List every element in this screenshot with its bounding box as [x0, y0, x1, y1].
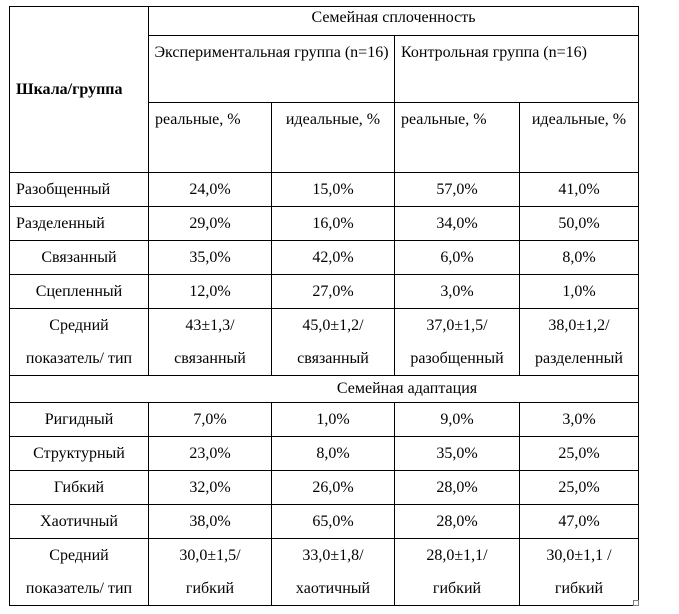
- table-row: [10, 241, 639, 275]
- col-exp-real: реальные, %: [149, 103, 272, 173]
- row-label-line: Средний: [49, 547, 109, 564]
- cell-exp-real: 23,0%: [149, 437, 272, 471]
- row-label: Сцепленный: [10, 275, 149, 309]
- col-ctrl-ideal: идеальные, %: [520, 103, 639, 173]
- cell-ctrl-real: 35,0%: [395, 437, 520, 471]
- cell-ctrl-ideal: 47,0%: [520, 505, 639, 539]
- cell-ctrl-ideal: 25,0%: [520, 471, 639, 505]
- row-label: [10, 539, 149, 606]
- table-row: [10, 173, 639, 207]
- table-row-average: [10, 539, 639, 606]
- cell-ctrl-real: [395, 539, 520, 606]
- cell-line: связанный: [174, 350, 246, 367]
- cell-ctrl-real: 28,0%: [395, 505, 520, 539]
- cell-line: разделенный: [535, 350, 623, 367]
- cell-exp-ideal: [272, 539, 395, 606]
- cell-exp-ideal: 15,0%: [272, 173, 395, 207]
- table-row: [10, 403, 639, 437]
- cell-line: гибкий: [432, 580, 482, 597]
- cell-ctrl-real: 28,0%: [395, 471, 520, 505]
- cell-exp-real: 7,0%: [149, 403, 272, 437]
- row-label: Разделенный: [10, 207, 149, 241]
- row-label: Разобщенный: [10, 173, 149, 207]
- cell-line: 38,0±1,2/: [548, 317, 610, 334]
- row-label: Хаотичный: [10, 505, 149, 539]
- cell-line: 30,0±1,1 /: [546, 547, 612, 564]
- table-end-handle[interactable]: [633, 600, 639, 606]
- adaptation-title: Семейная адаптация: [10, 376, 639, 403]
- table-row: [10, 207, 639, 241]
- scale-group-header: Шкала/группа: [10, 7, 149, 173]
- row-label: Гибкий: [10, 471, 149, 505]
- cell-line: 43±1,3/: [185, 317, 235, 334]
- cell-exp-ideal: [272, 309, 395, 376]
- cell-exp-real: 35,0%: [149, 241, 272, 275]
- table-row: [10, 505, 639, 539]
- cell-line: 45,0±1,2/: [302, 317, 364, 334]
- cell-exp-real: 29,0%: [149, 207, 272, 241]
- cell-ctrl-ideal: [520, 539, 639, 606]
- row-label: Связанный: [10, 241, 149, 275]
- cell-exp-ideal: 42,0%: [272, 241, 395, 275]
- cell-ctrl-ideal: 3,0%: [520, 403, 639, 437]
- cell-ctrl-real: 6,0%: [395, 241, 520, 275]
- row-label: Ригидный: [10, 403, 149, 437]
- table-row: [10, 471, 639, 505]
- cell-exp-real: [149, 539, 272, 606]
- row-label: [10, 309, 149, 376]
- cell-line: гибкий: [554, 580, 604, 597]
- cell-ctrl-real: 57,0%: [395, 173, 520, 207]
- adaptation-section-row: [10, 376, 639, 403]
- table-row: [10, 275, 639, 309]
- cell-ctrl-real: 34,0%: [395, 207, 520, 241]
- cell-exp-real: 24,0%: [149, 173, 272, 207]
- col-exp-ideal: идеальные, %: [272, 103, 395, 173]
- cell-exp-ideal: 8,0%: [272, 437, 395, 471]
- cell-exp-ideal: 27,0%: [272, 275, 395, 309]
- row-label: Структурный: [10, 437, 149, 471]
- cell-exp-ideal: 16,0%: [272, 207, 395, 241]
- cell-ctrl-ideal: [520, 309, 639, 376]
- row-label-line: показатель/ тип: [25, 350, 133, 367]
- cell-exp-real: 32,0%: [149, 471, 272, 505]
- cell-line: 37,0±1,5/: [426, 317, 488, 334]
- cell-exp-real: 38,0%: [149, 505, 272, 539]
- table-row-average: [10, 309, 639, 376]
- table-row: [10, 437, 639, 471]
- cell-exp-ideal: 65,0%: [272, 505, 395, 539]
- cell-ctrl-real: [395, 309, 520, 376]
- cell-line: хаотичный: [295, 580, 371, 597]
- cell-exp-ideal: 1,0%: [272, 403, 395, 437]
- cell-ctrl-real: 9,0%: [395, 403, 520, 437]
- row-label-line: показатель/ тип: [25, 580, 133, 597]
- cell-ctrl-ideal: 1,0%: [520, 275, 639, 309]
- cell-ctrl-ideal: 25,0%: [520, 437, 639, 471]
- cell-line: 33,0±1,8/: [302, 547, 364, 564]
- cell-ctrl-ideal: 41,0%: [520, 173, 639, 207]
- cell-ctrl-ideal: 8,0%: [520, 241, 639, 275]
- cell-line: связанный: [297, 350, 369, 367]
- cell-line: 28,0±1,1/: [426, 547, 488, 564]
- ctrl-group-header: Контрольная группа (n=16): [395, 36, 639, 103]
- cell-exp-real: 12,0%: [149, 275, 272, 309]
- col-ctrl-real: реальные, %: [395, 103, 520, 173]
- cell-exp-ideal: 26,0%: [272, 471, 395, 505]
- cell-ctrl-real: 3,0%: [395, 275, 520, 309]
- cell-line: гибкий: [185, 580, 235, 597]
- row-label-line: Средний: [49, 317, 109, 334]
- exp-group-header: Экспериментальная группа (n=16): [149, 36, 395, 103]
- cell-line: разобщенный: [410, 350, 504, 367]
- cell-exp-real: [149, 309, 272, 376]
- header-row-1: [10, 7, 639, 36]
- results-table: [9, 6, 639, 606]
- cell-ctrl-ideal: 50,0%: [520, 207, 639, 241]
- cell-line: 30,0±1,5/: [179, 547, 241, 564]
- cohesion-title: Семейная сплоченность: [149, 7, 639, 36]
